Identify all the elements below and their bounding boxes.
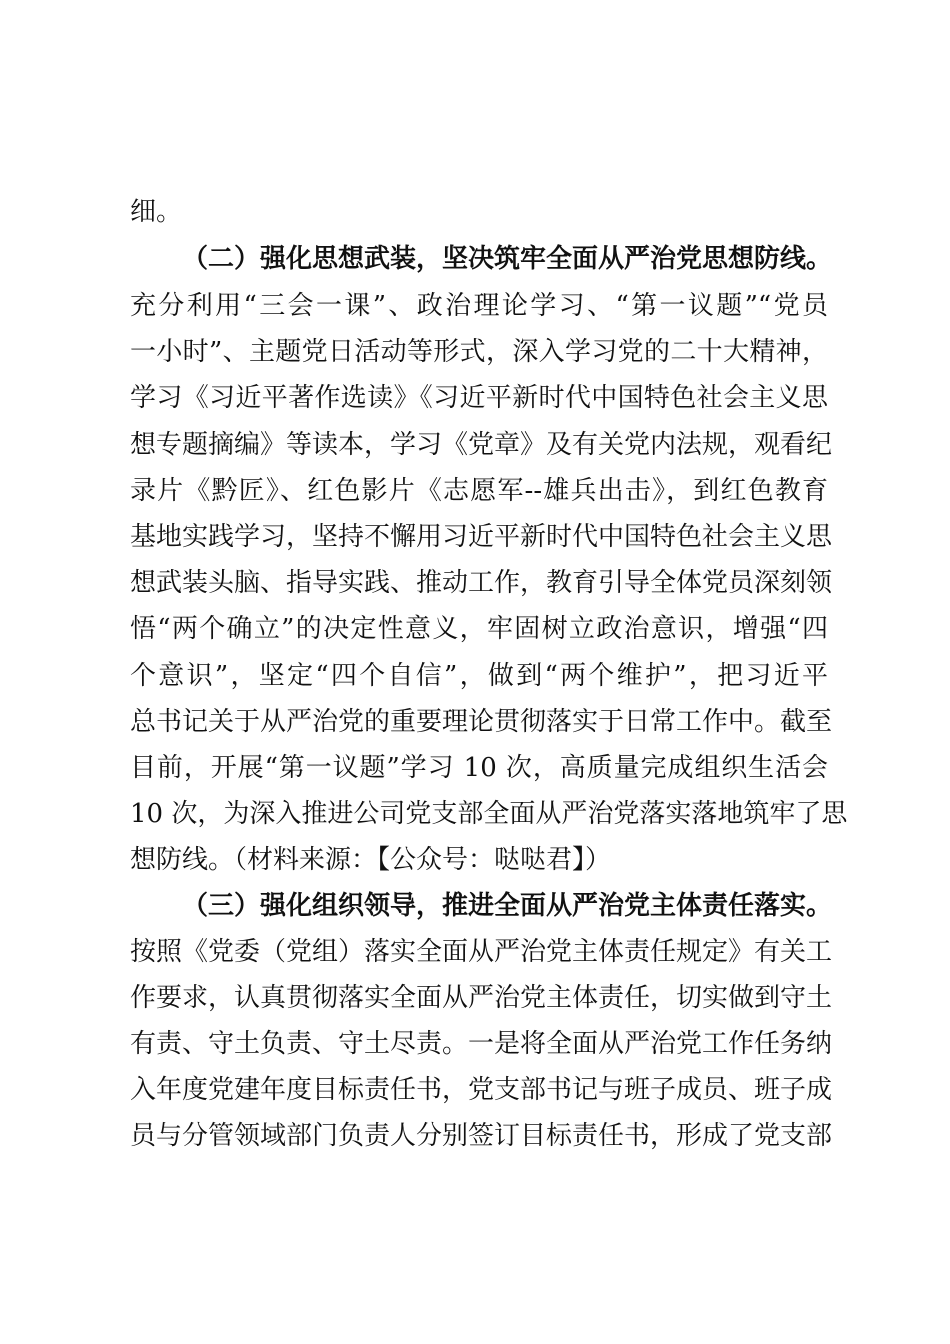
paragraph-line: 个意识”，坚定“四个自信”，做到“两个维护”，把习近平 (130, 661, 828, 691)
paragraph-line: 按照《党委（党组）落实全面从严治党主体责任规定》有关工 (130, 937, 833, 967)
paragraph-line: 员与分管领域部门负责人分别签订目标责任书，形成了党支部 (130, 1121, 833, 1151)
paragraph-line: 悟“两个确立”的决定性意义，牢固树立政治意识，增强“四 (130, 614, 828, 644)
paragraph-line: 作要求，认真贯彻落实全面从严治党主体责任，切实做到守土 (130, 983, 833, 1013)
paragraph-line: 想防线。（材料来源：【公众号：哒哒君】） (130, 845, 612, 875)
paragraph-line: 10 次，为深入推进公司党支部全面从严治党落实落地筑牢了思 (130, 799, 848, 829)
paragraph-line: 有责、守土负责、守土尽责。一是将全面从严治党工作任务纳 (130, 1029, 833, 1059)
paragraph-line: 学习《习近平著作选读》《习近平新时代中国特色社会主义思 (130, 383, 828, 413)
section-heading-2: （二）强化思想武装，坚决筑牢全面从严治党思想防线。 (182, 244, 833, 274)
paragraph-line: 录片《黔匠》、红色影片《志愿军--雄兵出击》，到红色教育 (130, 476, 828, 506)
paragraph-line: 一小时”、主题党日活动等形式，深入学习党的二十大精神， (130, 337, 828, 367)
paragraph-line: 目前，开展“第一议题”学习 10 次，高质量完成组织生活会 (130, 753, 828, 783)
section-heading-3: （三）强化组织领导，推进全面从严治党主体责任落实。 (182, 891, 833, 921)
paragraph-line: 入年度党建年度目标责任书，党支部书记与班子成员、班子成 (130, 1075, 833, 1105)
paragraph-line: 总书记关于从严治党的重要理论贯彻落实于日常工作中。截至 (130, 707, 833, 737)
paragraph-line: 想武装头脑、指导实践、推动工作，教育引导全体党员深刻领 (130, 568, 833, 598)
paragraph-line: 细。 (130, 197, 183, 227)
paragraph-line: 充分利用“三会一课”、政治理论学习、“第一议题”“党员 (130, 291, 828, 321)
paragraph-line: 基地实践学习，坚持不懈用习近平新时代中国特色社会主义思 (130, 522, 833, 552)
paragraph-line: 想专题摘编》等读本，学习《党章》及有关党内法规，观看纪 (130, 430, 833, 460)
